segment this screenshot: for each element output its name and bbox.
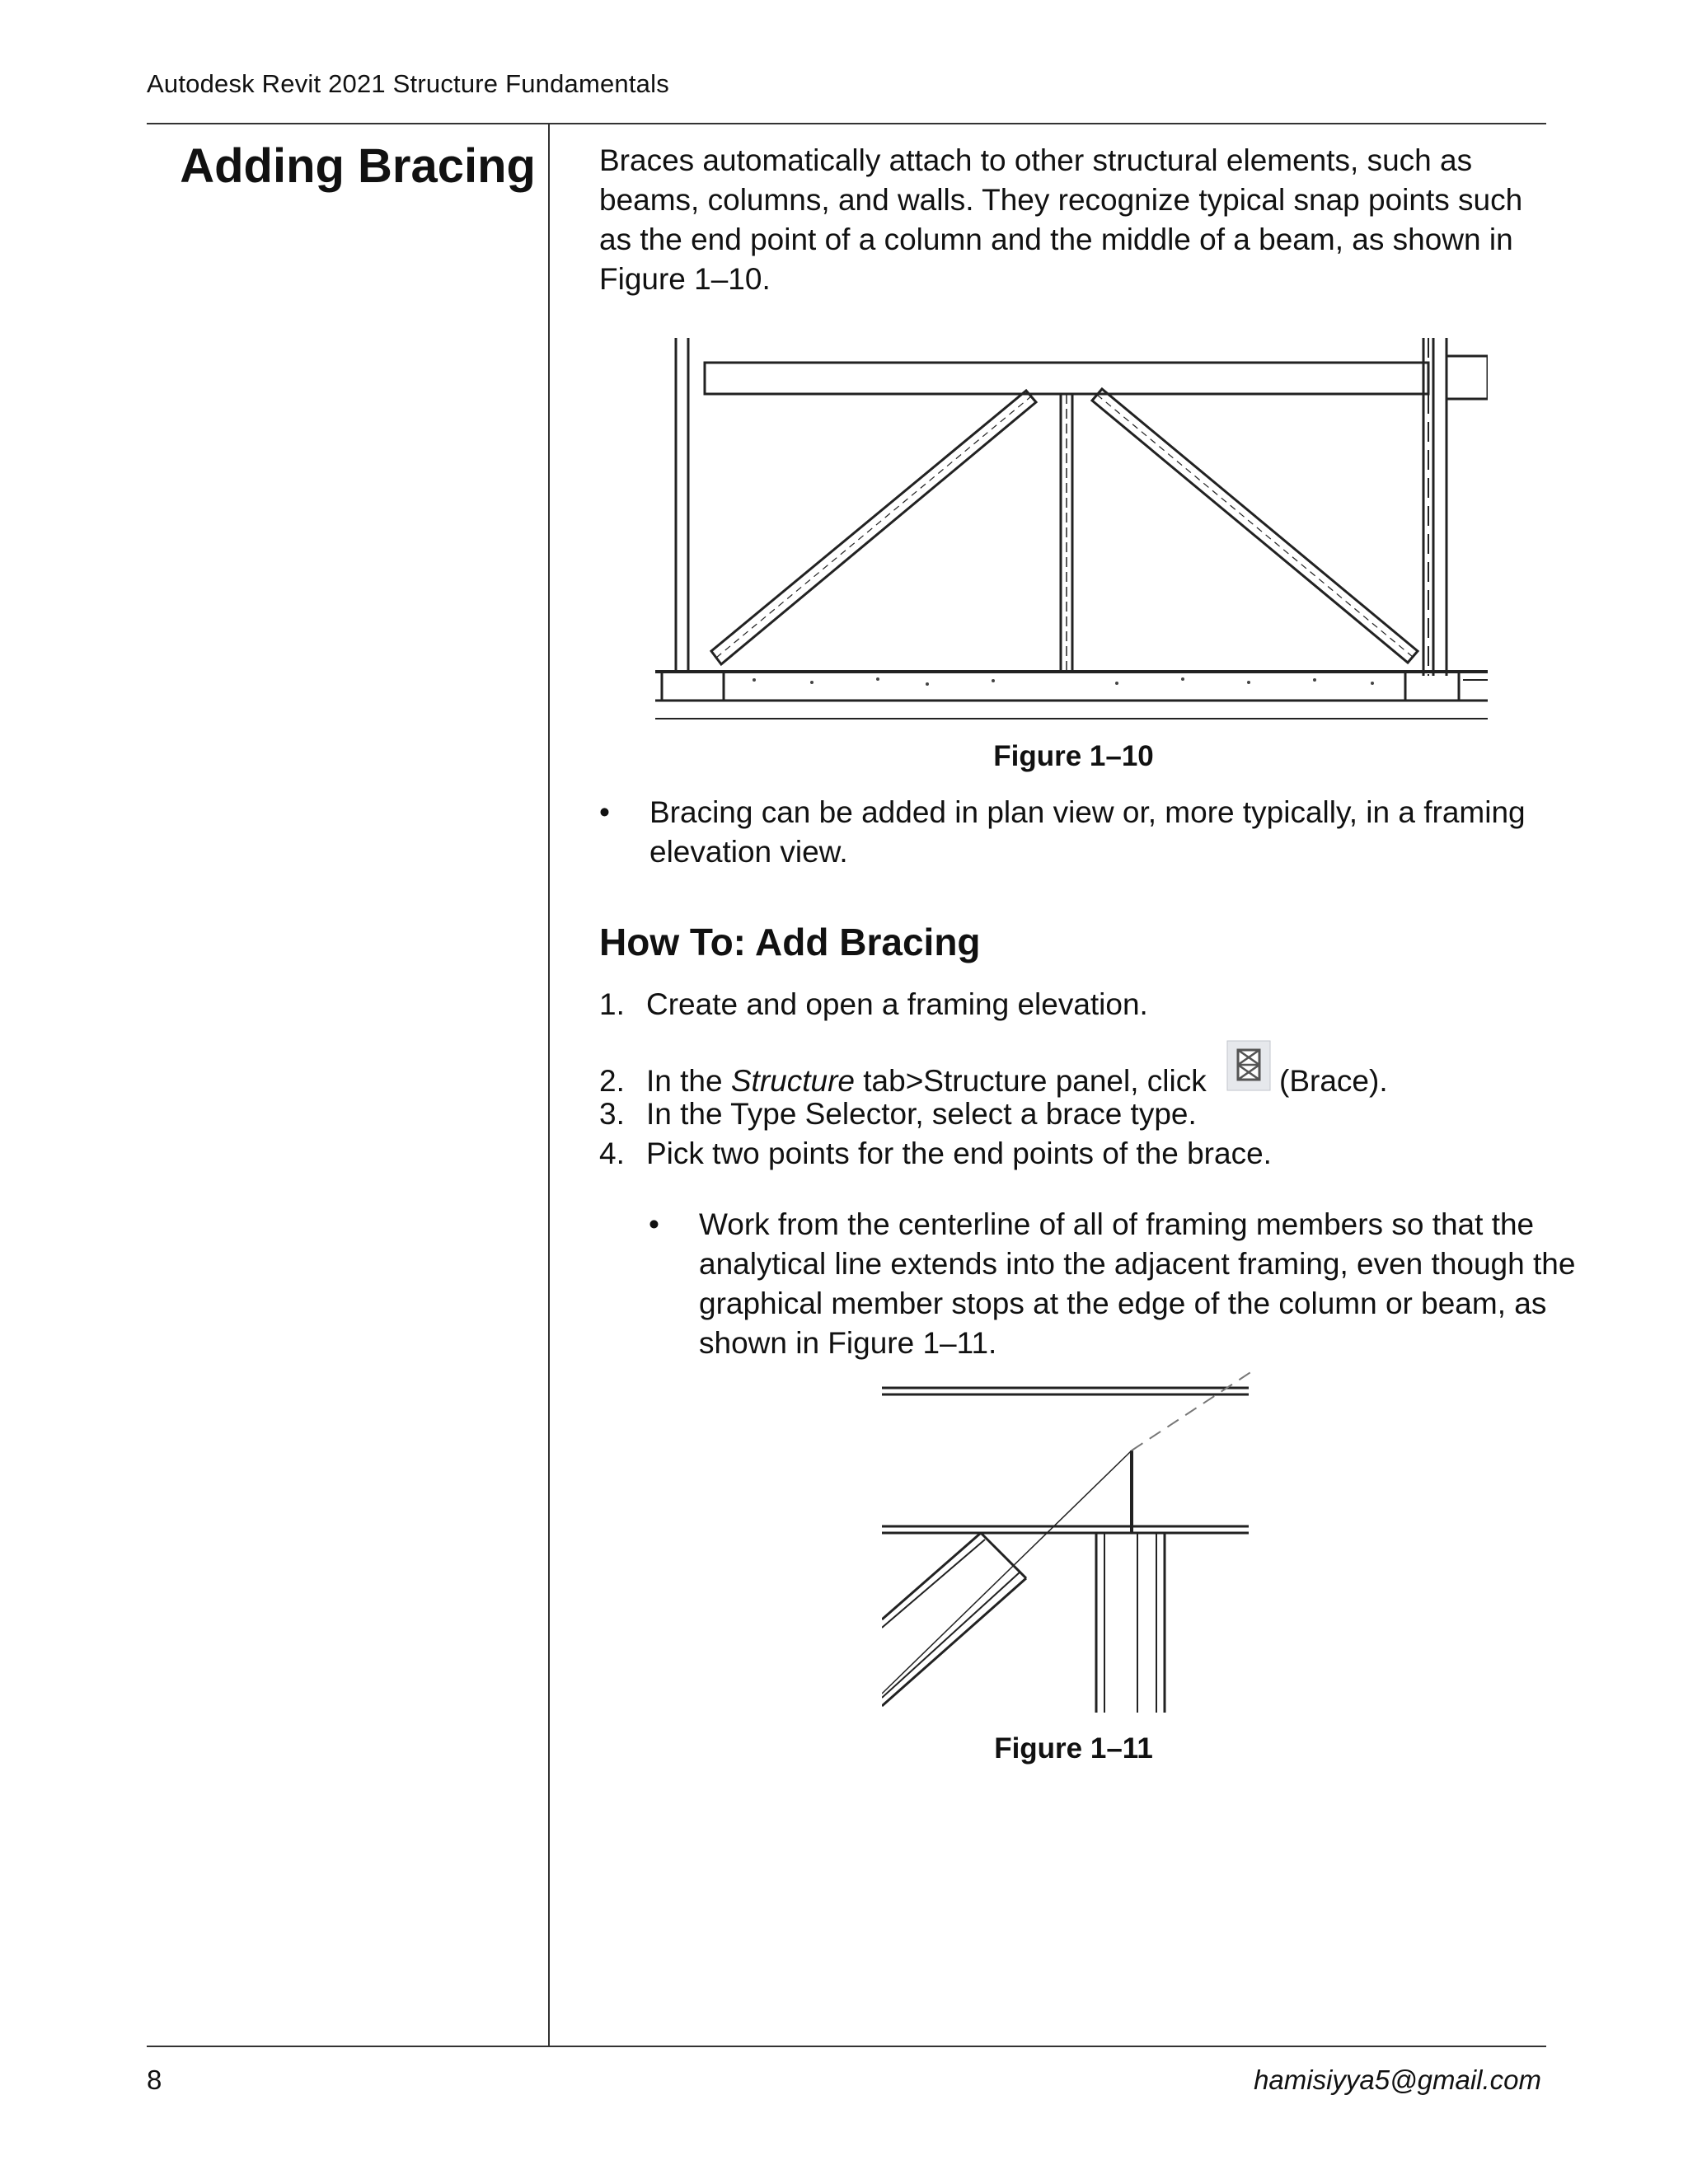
- figure-1-10-caption: Figure 1–10: [993, 740, 1154, 772]
- step-3: [599, 1094, 1197, 1134]
- beam-extension-right: [1447, 356, 1488, 399]
- bullet-plan-view-text: Bracing can be added in plan view or, more typically, in a framing elevation view.: [649, 795, 1526, 869]
- step-text: In the Type Selector, select a brace type.: [646, 1097, 1197, 1131]
- section-title: Adding Bracing: [180, 139, 536, 193]
- step-number: 4.: [599, 1137, 625, 1170]
- step-number: 2.: [599, 1064, 625, 1098]
- intro-paragraph: Braces automatically attach to other structural elements, such as beams, columns, and walls. They recognize typical snap points such as the end point of a column and the middle of a beam, as shown in Figure 1–10.: [599, 143, 1523, 296]
- header-rule: [147, 123, 1546, 124]
- brace-icon: [1226, 1040, 1271, 1091]
- footer-rule: [147, 2046, 1546, 2047]
- footer-email: hamisiyya5@gmail.com: [1254, 2064, 1541, 2095]
- bullet-symbol: •: [599, 795, 610, 829]
- step-number: 1.: [599, 987, 625, 1021]
- step-1: [599, 985, 1148, 1024]
- left-footing: [662, 672, 724, 701]
- step-4: [599, 1134, 1272, 1174]
- top-beam: [705, 363, 1428, 394]
- step-text-before: In the: [646, 1064, 731, 1098]
- right-brace: [1092, 389, 1418, 663]
- figure-1-11-brace-connection-detail: [882, 1368, 1269, 1714]
- step-number: 3.: [599, 1097, 625, 1131]
- bullet-centerline-text: Work from the centerline of all of framing members so that the analytical line extends into the adjacent framing, even though the graphical member stops at the edge of the column or beam, as shown in Figure 1–11.: [699, 1207, 1576, 1360]
- step-text-middle: tab>Structure panel, click: [854, 1064, 1207, 1098]
- step-text: Pick two points for the end points of the brace.: [646, 1137, 1272, 1170]
- brace-end-cap: [981, 1533, 1026, 1578]
- right-footing: [1405, 672, 1459, 701]
- left-brace: [711, 391, 1036, 664]
- brace-edge-bottom-inner: [882, 1572, 1020, 1698]
- howto-heading: How To: Add Bracing: [599, 921, 981, 963]
- page-number: 8: [147, 2064, 162, 2095]
- slab-hatch-marks: [753, 677, 1374, 686]
- step-text: Create and open a framing elevation.: [646, 987, 1148, 1021]
- running-header: Autodesk Revit 2021 Structure Fundamentals: [147, 69, 669, 98]
- right-brace-analytical-line: [1097, 395, 1413, 657]
- brace-analytical-extension: [1132, 1368, 1257, 1451]
- bullet-symbol: •: [649, 1207, 659, 1241]
- figure-1-10-framing-elevation: [655, 338, 1488, 725]
- step-text-after: (Brace).: [1279, 1064, 1388, 1098]
- column-divider: [548, 124, 550, 2046]
- brace-analytical-line: [882, 1451, 1132, 1694]
- figure-1-11-caption: Figure 1–11: [994, 1732, 1153, 1765]
- brace-edge-top-inner: [882, 1540, 985, 1628]
- left-brace-analytical-line: [716, 396, 1031, 658]
- brace-edge-top: [882, 1533, 981, 1619]
- brace-edge-bottom: [882, 1578, 1026, 1706]
- step-text-italic: Structure: [730, 1064, 855, 1098]
